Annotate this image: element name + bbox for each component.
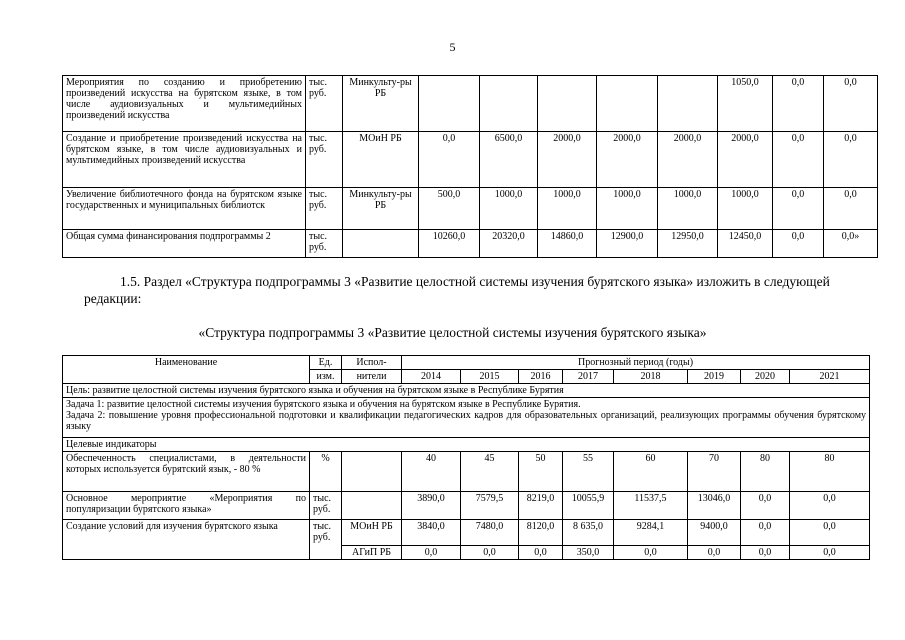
cell-value: 7579,5 [461, 492, 519, 520]
cell-value: 10260,0 [419, 230, 480, 258]
cell-value: 0,0 [461, 546, 519, 560]
goal-text: Цель: развитие целостной системы изучения бурятского языка и обучения на бурятском языке в Республике Бурятия [63, 384, 870, 398]
cell-value: 13046,0 [688, 492, 741, 520]
cell-value: 8219,0 [519, 492, 563, 520]
cell-value: 0,0 [741, 520, 790, 546]
row-unit: тыс. руб. [306, 132, 343, 188]
row-executor [343, 230, 419, 258]
structure-heading: «Структура подпрограммы 3 «Развитие целостной системы изучения бурятского языка» [198, 325, 707, 340]
cell-value: 8120,0 [519, 520, 563, 546]
row-name: Мероприятия по созданию и приобретению произведений искусства на бурятском языке, в том числе аудиовизуальных и мультимедийных произведений искусства [63, 76, 306, 132]
cell-value: 0,0 [741, 546, 790, 560]
header-year: 2014 [402, 370, 461, 384]
cell-value: 80 [741, 452, 790, 492]
header-year: 2021 [790, 370, 870, 384]
cell-value: 0,0 [773, 188, 824, 230]
cell-value: 60 [614, 452, 688, 492]
header-year: 2015 [461, 370, 519, 384]
table-row [63, 230, 878, 258]
cell-value: 500,0 [419, 188, 480, 230]
cell-value: 2000,0 [658, 132, 718, 188]
cell-value: 0,0 [824, 76, 878, 132]
header-name: Наименование [63, 356, 310, 384]
header-year: 2016 [519, 370, 563, 384]
cell-value: 0,0 [773, 132, 824, 188]
table-row [63, 520, 870, 546]
cell-value: 1050,0 [718, 76, 773, 132]
cell-value: 350,0 [563, 546, 614, 560]
row-executor: Минкульту-ры РБ [343, 76, 419, 132]
table-row [63, 132, 878, 188]
row-executor: Минкульту-ры РБ [343, 188, 419, 230]
cell-value: 2000,0 [718, 132, 773, 188]
cell-value: 3840,0 [402, 520, 461, 546]
cell-value: 2000,0 [597, 132, 658, 188]
cell-value: 0,0 [773, 230, 824, 258]
cell-value: 0,0» [824, 230, 878, 258]
cell-value: 0,0 [790, 492, 870, 520]
cell-value: 3890,0 [402, 492, 461, 520]
cell-value: 12450,0 [718, 230, 773, 258]
cell-value: 45 [461, 452, 519, 492]
row-unit: тыс. руб. [306, 188, 343, 230]
cell-value: 0,0 [824, 188, 878, 230]
cell-value: 1000,0 [718, 188, 773, 230]
table-row [63, 492, 870, 520]
cell-value: 0,0 [741, 492, 790, 520]
cell-value: 0,0 [773, 76, 824, 132]
cell-value [538, 76, 597, 132]
cell-value: 8 635,0 [563, 520, 614, 546]
row-executor [342, 452, 402, 492]
cell-value: 1000,0 [597, 188, 658, 230]
header-period: Прогнозный период (годы) [402, 356, 870, 370]
cell-value: 9400,0 [688, 520, 741, 546]
page-number: 5 [449, 40, 456, 54]
cell-value: 2000,0 [538, 132, 597, 188]
row-executor: АГиП РБ [342, 546, 402, 560]
header-year: 2019 [688, 370, 741, 384]
row-name: Основное мероприятие «Мероприятия по популяризации бурятского языка» [63, 492, 310, 520]
cell-value: 1000,0 [480, 188, 538, 230]
indicators-label: Целевые индикаторы [63, 438, 870, 452]
cell-value: 11537,5 [614, 492, 688, 520]
tasks-cell [63, 398, 870, 438]
row-name: Создание условий для изучения бурятского языка [63, 520, 310, 560]
cell-value: 55 [563, 452, 614, 492]
cell-value [658, 76, 718, 132]
goal-row [63, 384, 870, 398]
cell-value: 1000,0 [658, 188, 718, 230]
cell-value: 9284,1 [614, 520, 688, 546]
table-row [63, 452, 870, 492]
cell-value: 0,0 [790, 546, 870, 560]
header-year: 2020 [741, 370, 790, 384]
header-unit: изм. [310, 370, 342, 384]
cell-value: 0,0 [824, 132, 878, 188]
header-year: 2018 [614, 370, 688, 384]
row-executor [342, 492, 402, 520]
row-unit: % [310, 452, 342, 492]
cell-value: 0,0 [402, 546, 461, 560]
cell-value: 0,0 [790, 520, 870, 546]
cell-value: 1000,0 [538, 188, 597, 230]
cell-value: 50 [519, 452, 563, 492]
cell-value [597, 76, 658, 132]
header-row [63, 356, 870, 370]
task-1-text: Задача 1: развитие целостной системы изучения бурятского языка и обучения на бурятском языке в Республике Бурятия. [66, 399, 581, 410]
cell-value: 10055,9 [563, 492, 614, 520]
cell-value: 0,0 [614, 546, 688, 560]
structure-table-subprogram-3 [62, 355, 870, 560]
row-name: Обеспеченность специалистами, в деятельности которых используется бурятский язык, - 80 % [63, 452, 310, 492]
table-row [63, 76, 878, 132]
header-unit: Ед. [310, 356, 342, 370]
tasks-row [63, 398, 870, 438]
row-unit: тыс. руб. [310, 492, 342, 520]
row-name: Увеличение библиотечного фонда на бурятском языке государственных и муниципальных библиотск [63, 188, 306, 230]
cell-value: 12900,0 [597, 230, 658, 258]
cell-value: 0,0 [419, 132, 480, 188]
cell-value: 20320,0 [480, 230, 538, 258]
cell-value: 40 [402, 452, 461, 492]
cell-value: 80 [790, 452, 870, 492]
cell-value: 0,0 [519, 546, 563, 560]
cell-value: 12950,0 [658, 230, 718, 258]
table-row [63, 188, 878, 230]
row-name: Общая сумма финансирования подпрограммы 2 [63, 230, 306, 258]
row-unit: тыс. руб. [306, 76, 343, 132]
cell-value: 6500,0 [480, 132, 538, 188]
header-executor: нители [342, 370, 402, 384]
row-executor: МОиН РБ [342, 520, 402, 546]
amendment-paragraph: 1.5. Раздел «Структура подпрограммы 3 «Развитие целостной системы изучения бурятского языка» изложить в следующей редакции: [84, 274, 830, 306]
row-unit: тыс. руб. [310, 520, 342, 560]
cell-value: 7480,0 [461, 520, 519, 546]
indicators-row [63, 438, 870, 452]
header-executor: Испол- [342, 356, 402, 370]
financing-table-subprogram-2 [62, 75, 878, 258]
task-2-text: Задача 2: повышение уровня профессиональной подготовки и квалификации педагогических кадров для образовательных организаций, реализующих программы обучения бурятскому языку [66, 410, 867, 432]
row-unit: тыс. руб. [306, 230, 343, 258]
cell-value [419, 76, 480, 132]
cell-value: 0,0 [688, 546, 741, 560]
row-executor: МОиН РБ [343, 132, 419, 188]
cell-value: 70 [688, 452, 741, 492]
cell-value: 14860,0 [538, 230, 597, 258]
header-year: 2017 [563, 370, 614, 384]
row-name: Создание и приобретение произведений искусства на бурятском языке, в том числе аудиовизуальных и мультимедийных произведений искусства [63, 132, 306, 188]
cell-value [480, 76, 538, 132]
